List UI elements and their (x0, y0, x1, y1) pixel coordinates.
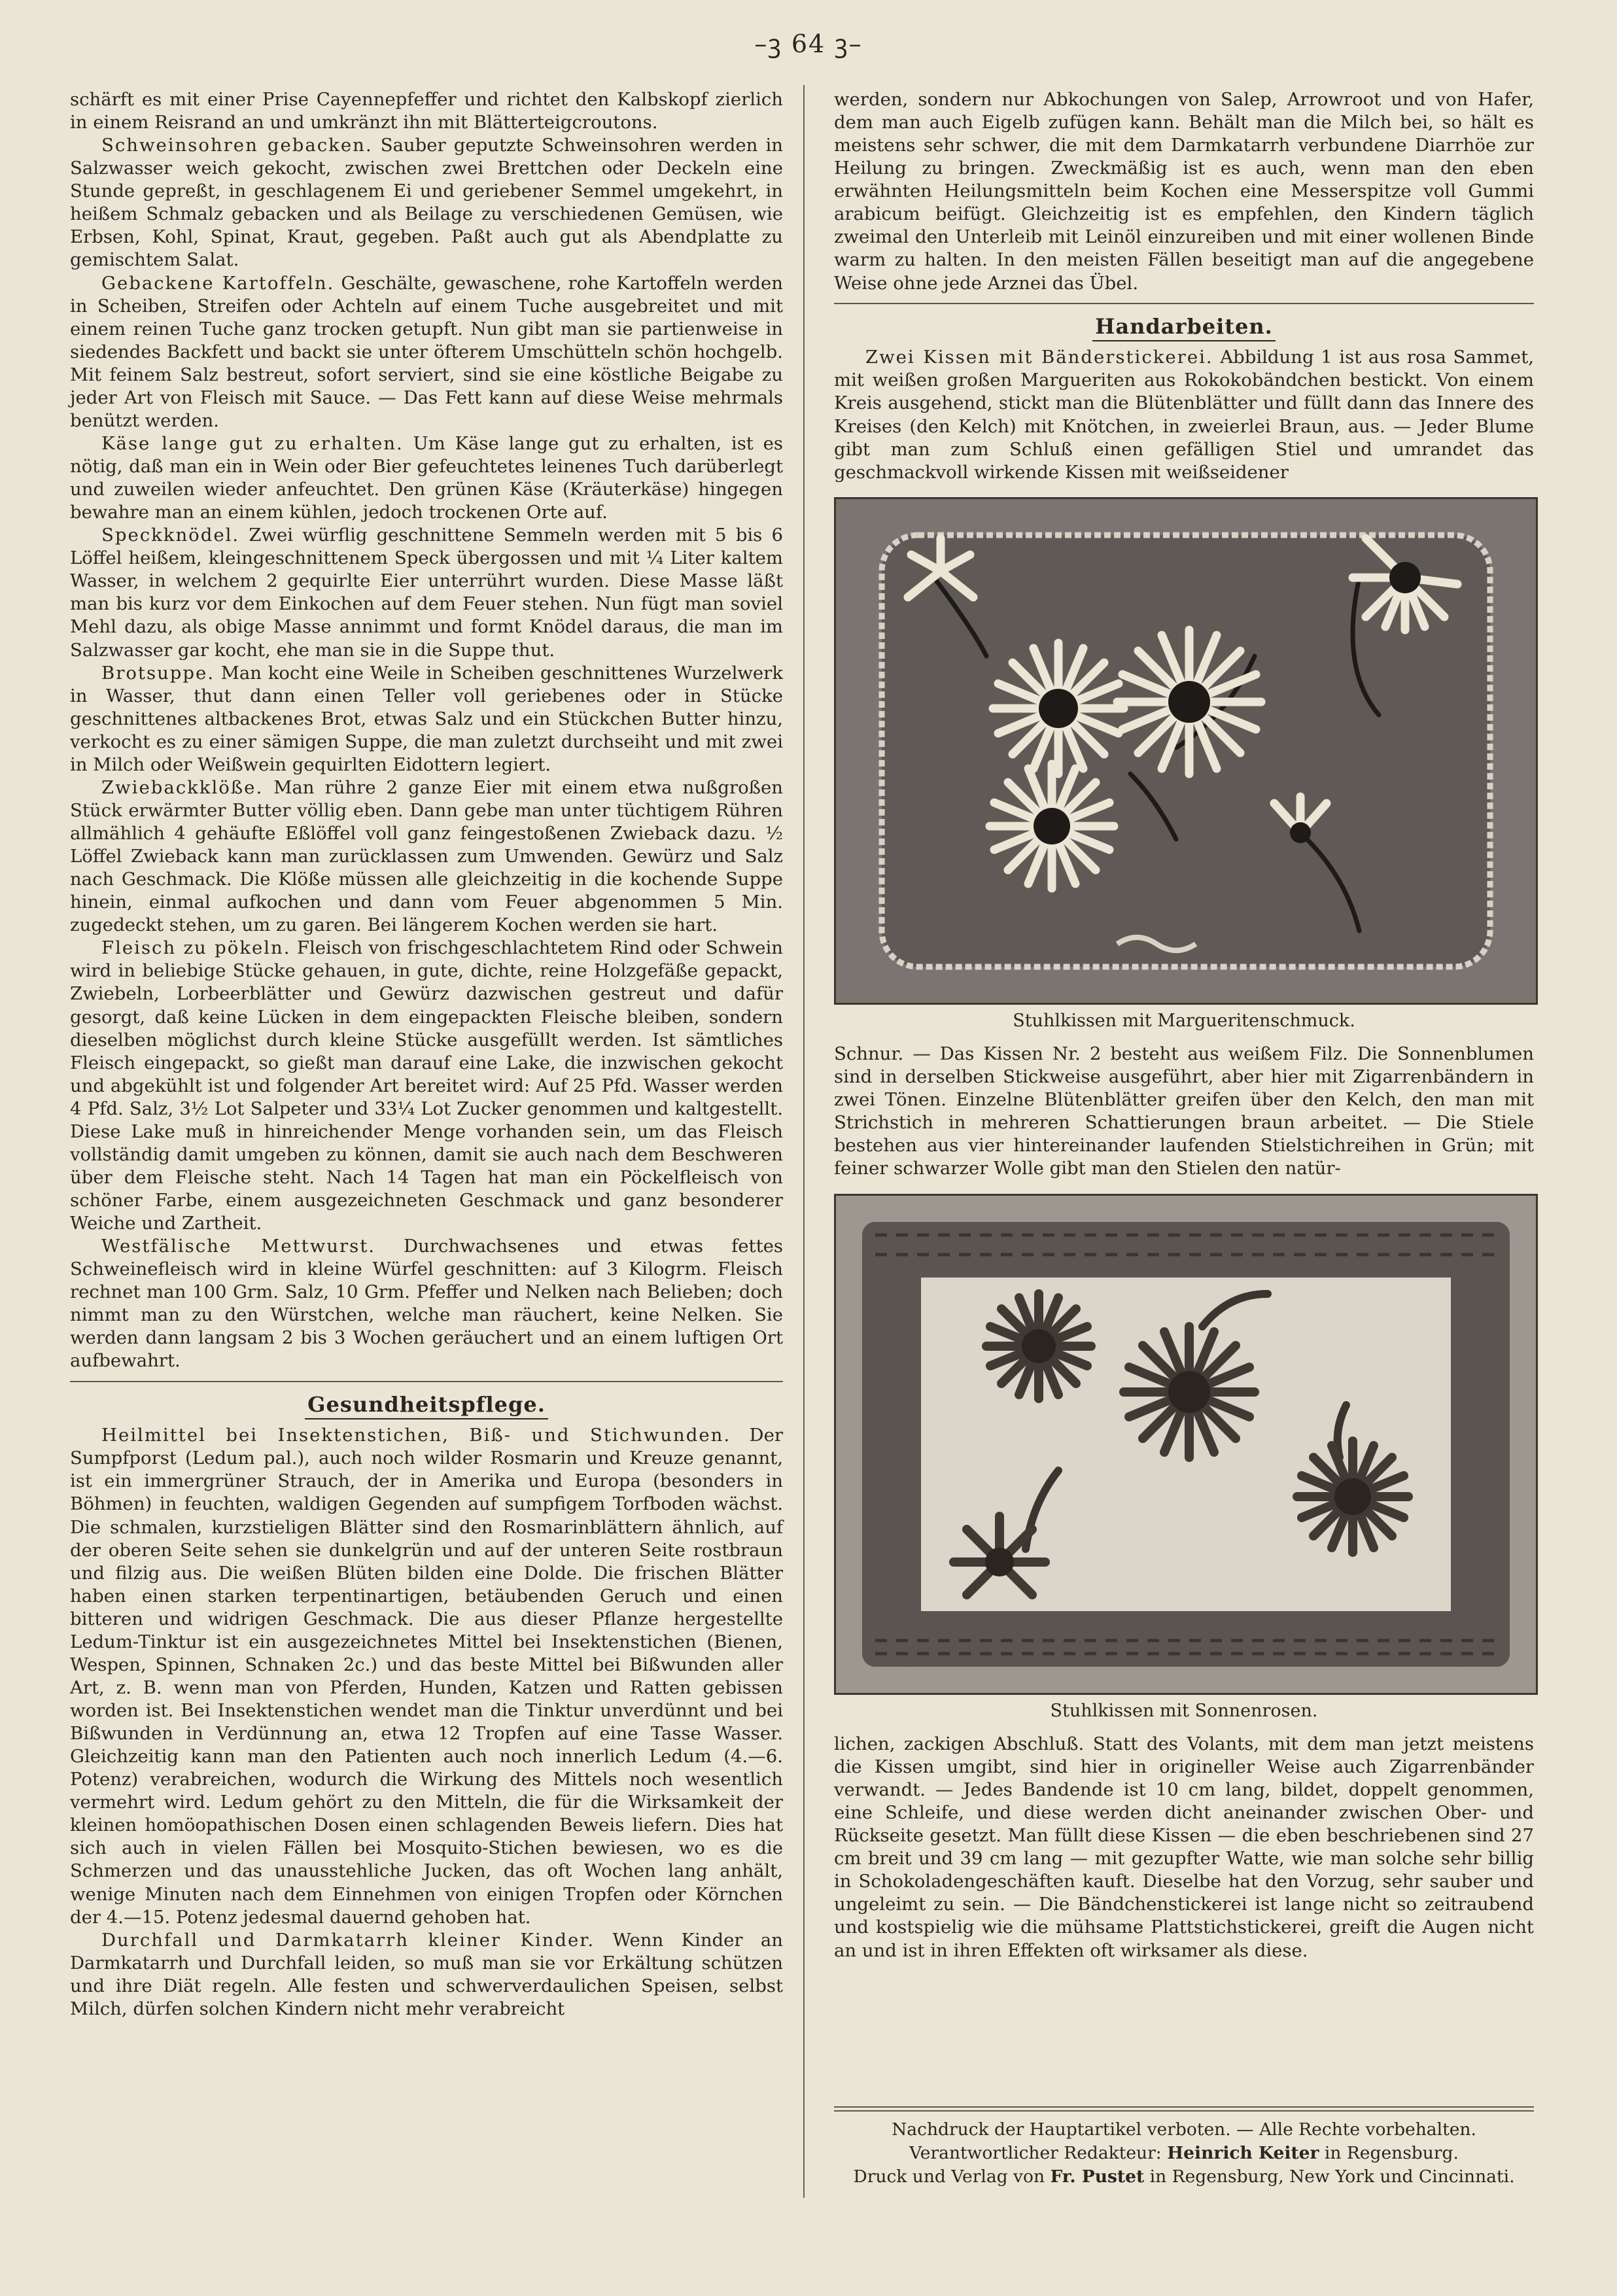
recipe-mettwurst: Westfälische Mettwurst. Durchwachsenes und etwas fettes Schweinefleisch wird in kleine Würfel geschnitten: auf 3 Kilogrm. Fleisch rechnet man 100 Grm. Salz, 10 Grm. Pfeffer und Nelken nach Belieben; doch nimmt man zu den Würstchen, welche man räuchert, keine Nelken. Sie werden dann langsam 2 bis 3 Wochen geräuchert und an einem luftigen Ort aufbewahrt. (70, 1236, 784, 1372)
imprint-publisher: Druck und Verlag von Fr. Pustet in Regensburg, New York und Cincinnati. (853, 2166, 1515, 2187)
recipe-heading: Schweinsohren gebacken. (101, 135, 373, 156)
article-continuation: werden, sondern nur Abkochungen von Salep, Arrowroot und von Hafer, dem man auch Eigelb zufügen kann. Behält man die Milch bei, so hält es meistens sehr schwer, die mit dem Darmkatarrh verbundene Diarrhöe zur Heilung zu bringen. Zweckmäßig ist es auch, wenn man den eben erwähnten Heilungsmitteln beim Kochen eine Messerspitze voll Gummi arabicum beifügt. Gleichzeitig ist es empfehlen, den Kindern täglich zweimal den Unterleib mit Leinöl einzureiben und mit einer wollenen Binde warm zu halten. In den meisten Fällen beseitigt man auf die angegebene Weise ohne jede Arznei das Übel. (834, 89, 1534, 294)
left-column (70, 88, 783, 2198)
recipe-heading: Gebackene Kartoffeln. (101, 272, 335, 294)
section-separator (70, 1381, 783, 1382)
figure-sunflower-cushion (834, 1194, 1538, 1695)
recipe-heading: Zwiebackklöße. (101, 776, 264, 798)
publisher-name: Fr. Pustet (1050, 2166, 1145, 2187)
article-paragraph: schärft es mit einer Prise Cayennepfeffer und richtet den Kalbskopf zierlich in einem Reisrand an und umkränzt ihn mit Blätterteigcroutons. (70, 89, 783, 133)
figure-marguerite-cushion (834, 497, 1538, 1005)
recipe-heading: Fleisch zu pökeln. (101, 937, 291, 959)
section-separator (834, 303, 1534, 304)
recipe-heading: Speckknödel. (101, 525, 240, 546)
page-number-ornament-left: –ꝫ (754, 29, 791, 58)
column-divider (803, 85, 805, 2198)
article-kissen-intro: Zwei Kissen mit Bänderstickerei. Abbildung 1 ist aus rosa Sammet, mit weißen großen Margueriten aus Rokokobändchen bestickt. Von einem Kreis ausgehend, stickt man die Blütenblätter und füllt dann das Innere des Kreises (den Kelch) mit Knötchen, in zweierlei Braun, aus. — Jeder Blume gibt man zum Schluß einen gefälligen Stiel und umrandet das geschmackvoll wirkende Kissen mit weißseidener (834, 347, 1535, 483)
editor-name: Heinrich Keiter (1167, 2142, 1319, 2163)
recipe-heading: Käse lange gut zu erhalten. (101, 432, 404, 454)
imprint-editor: Verantwortlicher Redakteur: Heinrich Keiter in Regensburg. (909, 2142, 1459, 2163)
marguerite-cushion-illustration (836, 499, 1536, 1003)
recipe-kaese: Käse lange gut zu erhalten. Um Käse lange gut zu erhalten, ist es nötig, daß man ein in Wein oder Bier gefeuchtetes leinenes Tuch darüberlegt und zuweilen wieder anfeuchtet. Den grünen Käse (Kräuterkäse) hingegen bewahre man an einem kühlen, jedoch trockenen Orte auf. (70, 432, 783, 523)
recipe-schweinsohren: Schweinsohren gebacken. Sauber geputzte Schweinsohren werden in Salzwasser weich gekocht, zwischen zwei Brettchen oder Deckeln eine Stunde gepreßt, in geschlagenem Ei und geriebener Semmel umgekehrt, in heißem Schmalz gebacken und als Beilage zu verschiedenen Gemüsen, wie Erbsen, Kohl, Spinat, Kraut, gegeben. Paßt auch gut als Abendplatte zu gemischtem Salat. (70, 135, 783, 271)
figure1-caption: Stuhlkissen mit Margueritenschmuck. (1013, 1010, 1355, 1031)
recipe-speckknoedel: Speckknödel. Zwei würflig geschnittene Semmeln werden mit 5 bis 6 Löffel heißem, kleingeschnittenem Speck übergossen und mit ¼ Liter kaltem Wasser, in welchem 2 gequirlte Eier unterrührt wurden. Diese Masse läßt man bis kurz vor dem Einkochen auf dem Feuer stehen. Nun fügt man soviel Mehl dazu, als obige Masse annimmt und formt Knödel daraus, die man im Salzwasser gar kocht, ehe man sie in die Suppe thut. (70, 525, 783, 661)
sunflower-cushion-illustration (836, 1196, 1536, 1693)
article-kissen-middle: Schnur. — Das Kissen Nr. 2 besteht aus weißem Filz. Die Sonnenblumen sind in derselben Stickweise ausgeführt, aber hier mit Zigarrenbändern in zwei Tönen. Einzelne Blütenblätter greifen über den Kelch, den man mit Strichstich in mehreren Schattierungen braun arbeitet. — Die Stiele bestehen aus vier hintereinander laufenden Stielstichreihen in Grün; mit feiner schwarzer Wolle gibt man den Stielen den natür- (834, 1043, 1534, 1179)
recipe-heading: Westfälische Mettwurst. (101, 1236, 375, 1257)
recipe-kartoffeln: Gebackene Kartoffeln. Geschälte, gewaschene, rohe Kartoffeln werden in Scheiben, Streifen oder Achteln auf einem Tuche ausgebreitet und mit einem reinen Tuche ganz trocken getupft. Nun gibt man sie partienweise in siedendes Backfett und backt sie unter öfterem Umschütteln schön hochgelb. Mit feinem Salz bestreut, sofort serviert, sind sie eine köstliche Beigabe zu jeder Art von Fleisch mit Sauce. — Das Fett kann auf diese Weise mehrmals benützt werden. (70, 272, 783, 431)
right-column (834, 88, 1534, 2198)
section-title-gesundheitspflege: Gesundheitspflege. (70, 1391, 783, 1418)
section-title-handarbeiten: Handarbeiten. (834, 313, 1534, 340)
recipe-poekeln: Fleisch zu pökeln. Fleisch von frischgeschlachtetem Rind oder Schwein wird in beliebige Stücke gehauen, in gute, dichte, reine Holzgefäße gepackt, Zwiebeln, Lorbeerblätter und Gewürz dazwischen gestreut und dafür gesorgt, daß keine Lücken in dem eingepackten Fleische bleiben, sondern dieselben möglichst durch kleine Stücke ausgefüllt werden. Ist sämtliches Fleisch eingepackt, so gießt man darauf eine Lake, die inzwischen gekocht und abgekühlt ist und folgender Art bereitet wird: Auf 25 Pfd. Wasser werden 4 Pfd. Salz, 3½ Lot Salpeter und 33¼ Lot Zucker genommen und kaltgestellt. Diese Lake muß in hinreichender Menge vorhanden sein, um das Fleisch vollständig damit umgeben zu können, damit sie auch nach dem Beschweren über dem Fleische steht. Nach 14 Tagen hat man ein Pöckelfleisch von schöner Farbe, einem ausgezeichneten Geschmack und ganz besonderer Weiche und Zartheit. (70, 937, 783, 1234)
article-heading: Heilmittel bei Insektenstichen, Biß- und Stichwunden. (101, 1425, 731, 1446)
imprint-copyright: Nachdruck der Hauptartikel verboten. — Alle Rechte vorbehalten. (892, 2119, 1476, 2140)
article-heilmittel: Heilmittel bei Insektenstichen, Biß- und Stichwunden. Der Sumpfporst (Ledum pal.), auch noch wilder Rosmarin und Kreuze genannt, ist ein immergrüner Strauch, der in Amerika und Europa (besonders in Böhmen) in feuchten, waldigen Gegenden auf sumpfigem Torfboden wächst. Die schmalen, kurzstieligen Blätter sind den Rosmarinblättern ähnlich, auf der oberen Seite sehen sie dunkelgrün und auf der unteren Seite rostbraun und filzig aus. Die weißen Blüten bilden eine Dolde. Die frischen Blätter haben einen starken terpentinartigen, betäubenden Geruch und einen bitteren und widrigen Geschmack. Die aus dieser Pflanze hergestellte Ledum-Tinktur ist ein ausgezeichnetes Mittel bei Insektenstichen (Bienen, Wespen, Spinnen, Schnaken 2c.) und das beste Mittel bei Bißwunden aller Art, z. B. wenn man von Pferden, Hunden, Katzen und Ratten gebissen worden ist. Bei Insektenstichen wendet man die Tinktur unverdünnt und bei Bißwunden in Verdünnung an, etwa 12 Tropfen auf eine Tasse Wasser. Gleichzeitig kann man den Patienten auch noch innerlich Ledum (4.—6. Potenz) verabreichen, wodurch die Wirkung des Mittels noch wesentlich vermehrt wird. Ledum gehört zu den Mitteln, die für die Wirksamkeit der kleinen homöopathischen Dosen einen schlagenden Beweis liefern. Dies hat sich auch in vielen Fällen bei Mosquito-Stichen bewiesen, wo es die Schmerzen und das unausstehliche Jucken, das oft Wochen lang anhält, wenige Minuten nach dem Einnehmen von einigen Tropfen oder Körnchen der 4.—15. Potenz jedesmal dauernd gehoben hat. (70, 1425, 783, 1928)
recipe-brotsuppe: Brotsuppe. Man kocht eine Weile in Scheiben geschnittenes Wurzelwerk in Wasser, thut dann einen Teller voll geriebenes oder in Stücke geschnittenes altbackenes Brot, etwas Salz und ein Stückchen Butter hinzu, verkocht es zu einer sämigen Suppe, die man zuletzt durchseiht und mit zwei in Milch oder Weißwein gequirlten Eidottern legiert. (70, 662, 783, 775)
imprint-separator (834, 2106, 1534, 2112)
recipe-zwiebackkloesse: Zwiebackklöße. Man rühre 2 ganze Eier mit einem etwa nußgroßen Stück erwärmter Butter völlig eben. Dann gebe man unter tüchtigem Rühren allmählich 4 gehäufte Eßlöffel voll ganz feingestoßenen Zwieback dazu. ½ Löffel Zwieback kann man zurücklassen zum Umwenden. Gewürz und Salz nach Geschmack. Die Klöße müssen alle gleichzeitig in die kochende Suppe hinein, einmal aufkochen und dann vom Feuer abgenommen 5 Min. zugedeckt stehen, um zu garen. Bei längerem Kochen werden sie hart. (70, 776, 783, 936)
imprint (834, 2098, 1534, 2188)
recipe-heading: Brotsuppe. (101, 662, 215, 684)
page-number-ornament-right: ꝫ– (826, 29, 863, 58)
figure2-caption: Stuhlkissen mit Sonnenrosen. (1050, 1700, 1318, 1721)
article-heading: Durchfall und Darmkatarrh kleiner Kinder. (101, 1929, 595, 1951)
page-number (710, 26, 907, 60)
article-durchfall: Durchfall und Darmkatarrh kleiner Kinder. Wenn Kinder an Darmkatarrh und Durchfall leiden, so muß man sie vor Erkältung schützen und ihre Diät regeln. Alle festen und schwerverdaulichen Speisen, selbst Milch, dürfen solchen Kindern nicht mehr verabreicht (70, 1929, 783, 2019)
article-heading: Zwei Kissen mit Bänderstickerei. (865, 347, 1213, 368)
page-number-value: 64 (791, 29, 826, 58)
article-kissen-bottom: lichen, zackigen Abschluß. Statt des Volants, mit dem man jetzt meistens die Kissen umgibt, sind hier in origineller Weise auch Zigarrenbänder verwandt. — Jedes Bandende ist 10 cm lang, bildet, doppelt genommen, eine Schleife, und diese werden dicht aneinander zwischen Ober- und Rückseite gesetzt. Man füllt diese Kissen — die eben beschriebenen sind 27 cm breit und 39 cm lang — mit gezupfter Watte, wie man solche sehr billig in Schokoladengeschäften kauft. Dieselbe hat den Vorzug, sehr sauber und ungeleimt zu sein. — Die Bändchenstickerei ist lange nicht so zeitraubend und kostspielig wie die mühsame Plattstichstickerei, greift die Augen nicht an und ist in ihren Effekten oft wirksamer als diese. (834, 1733, 1534, 1961)
